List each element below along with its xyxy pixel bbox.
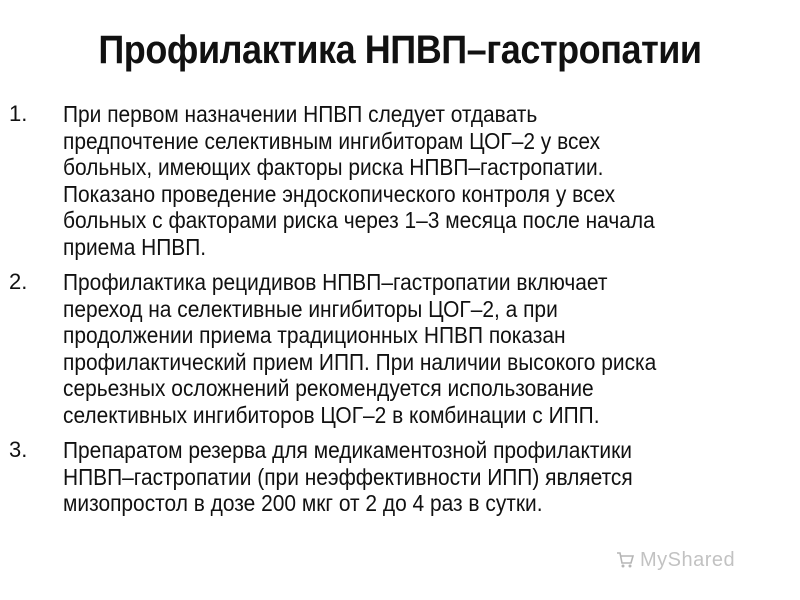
list-item-text <box>63 437 791 517</box>
watermark-text: MyShared <box>640 548 736 571</box>
text-line: приема НПВП. <box>63 233 207 260</box>
list-item-number: 2. <box>9 269 28 294</box>
list-item-2 <box>0 269 800 428</box>
watermark-logo <box>616 548 735 572</box>
text-line: серьезных осложнений рекомендуется использование <box>63 375 594 401</box>
text-line: Препаратом резерва для медикаментозной профилактики <box>63 437 632 463</box>
list-item-text <box>63 269 791 428</box>
text-line: продолжении приема традиционных НПВП показан <box>63 322 566 348</box>
text-line: больных с факторами риска через 1–3 месяца после начала <box>63 207 655 233</box>
cart-icon <box>616 551 634 569</box>
text-line: переход на селективные ингибиторы ЦОГ–2, а при <box>63 295 558 322</box>
list-item-1 <box>0 101 800 260</box>
text-line: профилактический прием ИПП. При наличии высокого риска <box>63 348 657 375</box>
text-line: больных, имеющих факторы риска НПВП–гастропатии. <box>63 154 604 180</box>
list-item-text <box>63 101 791 260</box>
text-line: предпочтение селективным ингибиторам ЦОГ–2 у всех <box>63 127 601 154</box>
slide-title: Профилактика НПВП–гастропатии <box>98 28 702 72</box>
text-line: При первом назначении НПВП следует отдавать <box>63 101 538 127</box>
list-item-3 <box>0 437 800 517</box>
text-line: НПВП–гастропатии (при неэффективности ИПП) является <box>63 463 633 490</box>
text-line: мизопростол в дозе 200 мкг от 2 до 4 раз в сутки. <box>63 490 543 516</box>
text-line: Профилактика рецидивов НПВП–гастропатии включает <box>63 269 608 295</box>
list-item-number: 1. <box>9 101 28 126</box>
text-line: селективных ингибиторов ЦОГ–2 в комбинации с ИПП. <box>63 401 600 428</box>
text-line: Показано проведение эндоскопического контроля у всех <box>63 180 616 207</box>
numbered-list <box>0 101 800 526</box>
list-item-number: 3. <box>9 437 28 462</box>
